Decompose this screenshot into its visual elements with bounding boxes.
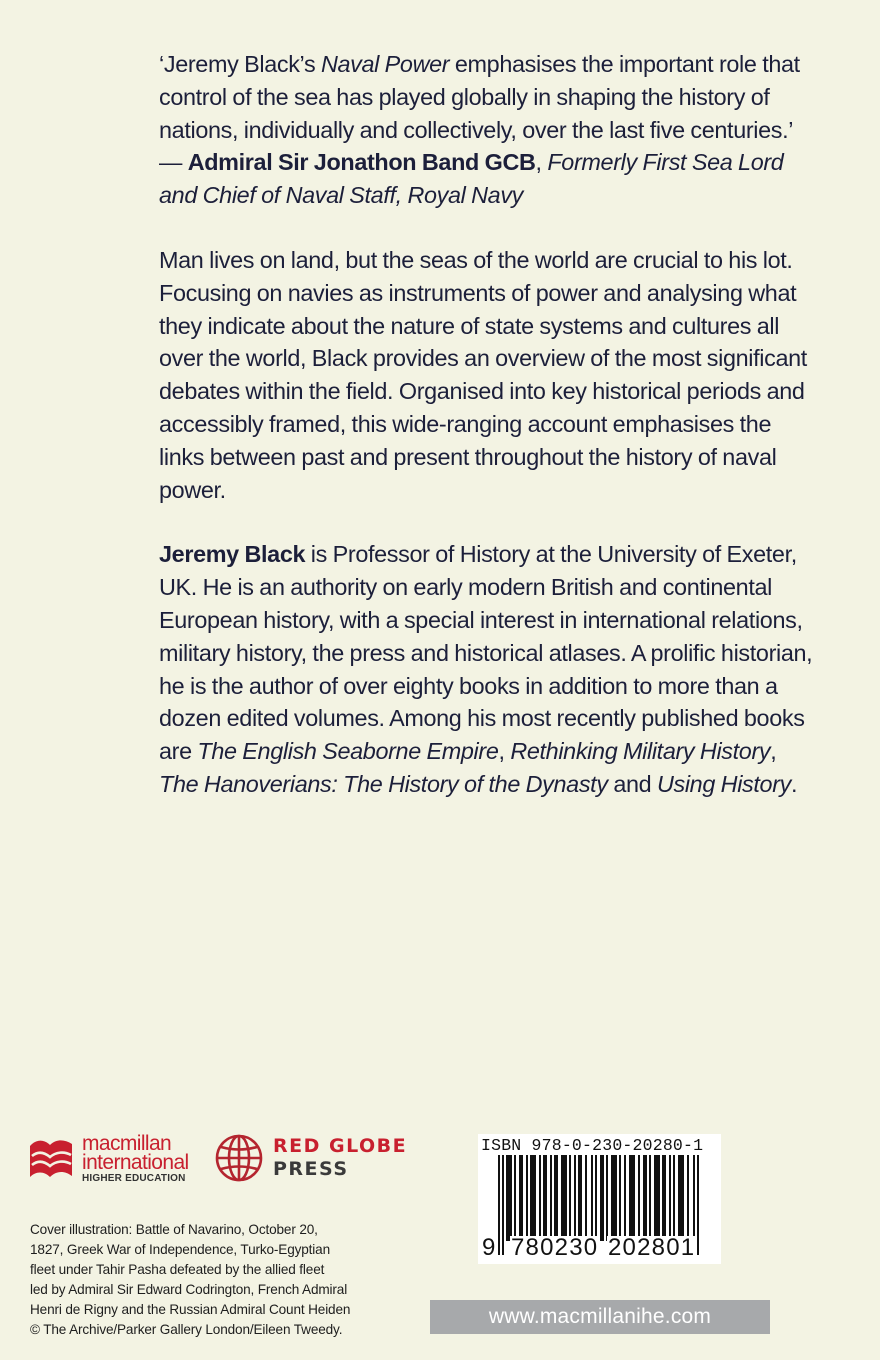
attribution-dash: — [159, 149, 188, 176]
ean-left-group: 780230 [511, 1234, 599, 1261]
ean-first-digit: 9 [482, 1234, 496, 1261]
publisher-website-bar [430, 1300, 770, 1334]
higher-education-word: HIGHER EDUCATION [82, 1173, 186, 1184]
credit-line: © The Archive/Parker Gallery London/Eileen Tweedy. [30, 1322, 343, 1337]
cover-illustration-credit [30, 1220, 430, 1340]
credit-line: Henri de Rigny and the Russian Admiral Count Heiden [30, 1302, 351, 1317]
red-globe-word: RED GLOBE [273, 1135, 408, 1157]
book-description: Man lives on land, but the seas of the world are crucial to his lot. Focusing on navies as instruments of power and analysing what they indicate about the nature of state systems and cultures all over the world, Black provides an overview of the most significant debates within the field. Organised into key historical periods and accessibly framed, this wide-ranging account emphasises the links between past and present throughout the history of naval power. [159, 246, 807, 503]
quote-text-lead: Jeremy Black’s [163, 51, 321, 77]
author-name: Jeremy Black [159, 541, 306, 568]
period: . [790, 770, 798, 797]
credit-line: fleet under Tahir Pasha defeated by the allied fleet [30, 1262, 325, 1277]
attribution-role: Formerly First Sea Lord and Chief of Naval Staff, Royal Navy [159, 149, 784, 209]
book-title-4: Using History [656, 770, 791, 797]
international-word: international [82, 1151, 189, 1174]
attribution-name: Admiral Sir Jonathon Band GCB [187, 149, 536, 176]
macmillan-book-icon [28, 1136, 74, 1180]
quote-text-body: emphasises the important role that control of the sea has played globally in shaping the history of nations, individually and collectively, over the last five centuries.’ [159, 51, 800, 143]
book-title-2: Rethinking Military History [510, 738, 771, 765]
book-title-1: The English Seaborne Empire [197, 738, 499, 765]
author-bio-text: is Professor of History at the University of Exeter, UK. He is an authority on early modern British and continental European history, with a special interest in international relations, military history, the press and historical atlases. A prolific historian, he is the author of over eighty books in addition to more than a dozen edited volumes. Among his most recently published books are [159, 541, 813, 765]
credit-line: 1827, Greek War of Independence, Turko-Egyptian [30, 1242, 330, 1257]
press-word: PRESS [273, 1158, 349, 1180]
credit-line: Cover illustration: Battle of Navarino, October 20, [30, 1222, 318, 1237]
separator: , [498, 738, 511, 765]
macmillan-logo [28, 1134, 189, 1186]
ean-right-group: 202801 [608, 1234, 696, 1261]
credit-line: led by Admiral Sir Edward Codrington, French Admiral [30, 1282, 348, 1297]
isbn-barcode [478, 1134, 721, 1264]
macmillan-wordmark [82, 1134, 189, 1186]
globe-icon [214, 1133, 264, 1183]
separator: and [607, 770, 657, 797]
red-globe-press-logo [214, 1133, 407, 1183]
macmillan-word: macmillan [82, 1132, 172, 1155]
separator: , [770, 738, 777, 765]
endorsement-quote [159, 48, 819, 212]
isbn-label: ISBN 978-0-230-20280-1 [481, 1136, 704, 1155]
quote-open-mark: ‘ [159, 51, 164, 77]
red-globe-press-wordmark [273, 1135, 407, 1181]
quote-book-title: Naval Power [320, 51, 450, 77]
author-bio [159, 538, 819, 800]
attribution-separator: , [535, 149, 548, 176]
website-url[interactable]: www.macmillanihe.com [488, 1305, 712, 1328]
back-cover-text [159, 48, 819, 801]
book-title-3: The Hanoverians: The History of the Dynasty [159, 770, 608, 797]
